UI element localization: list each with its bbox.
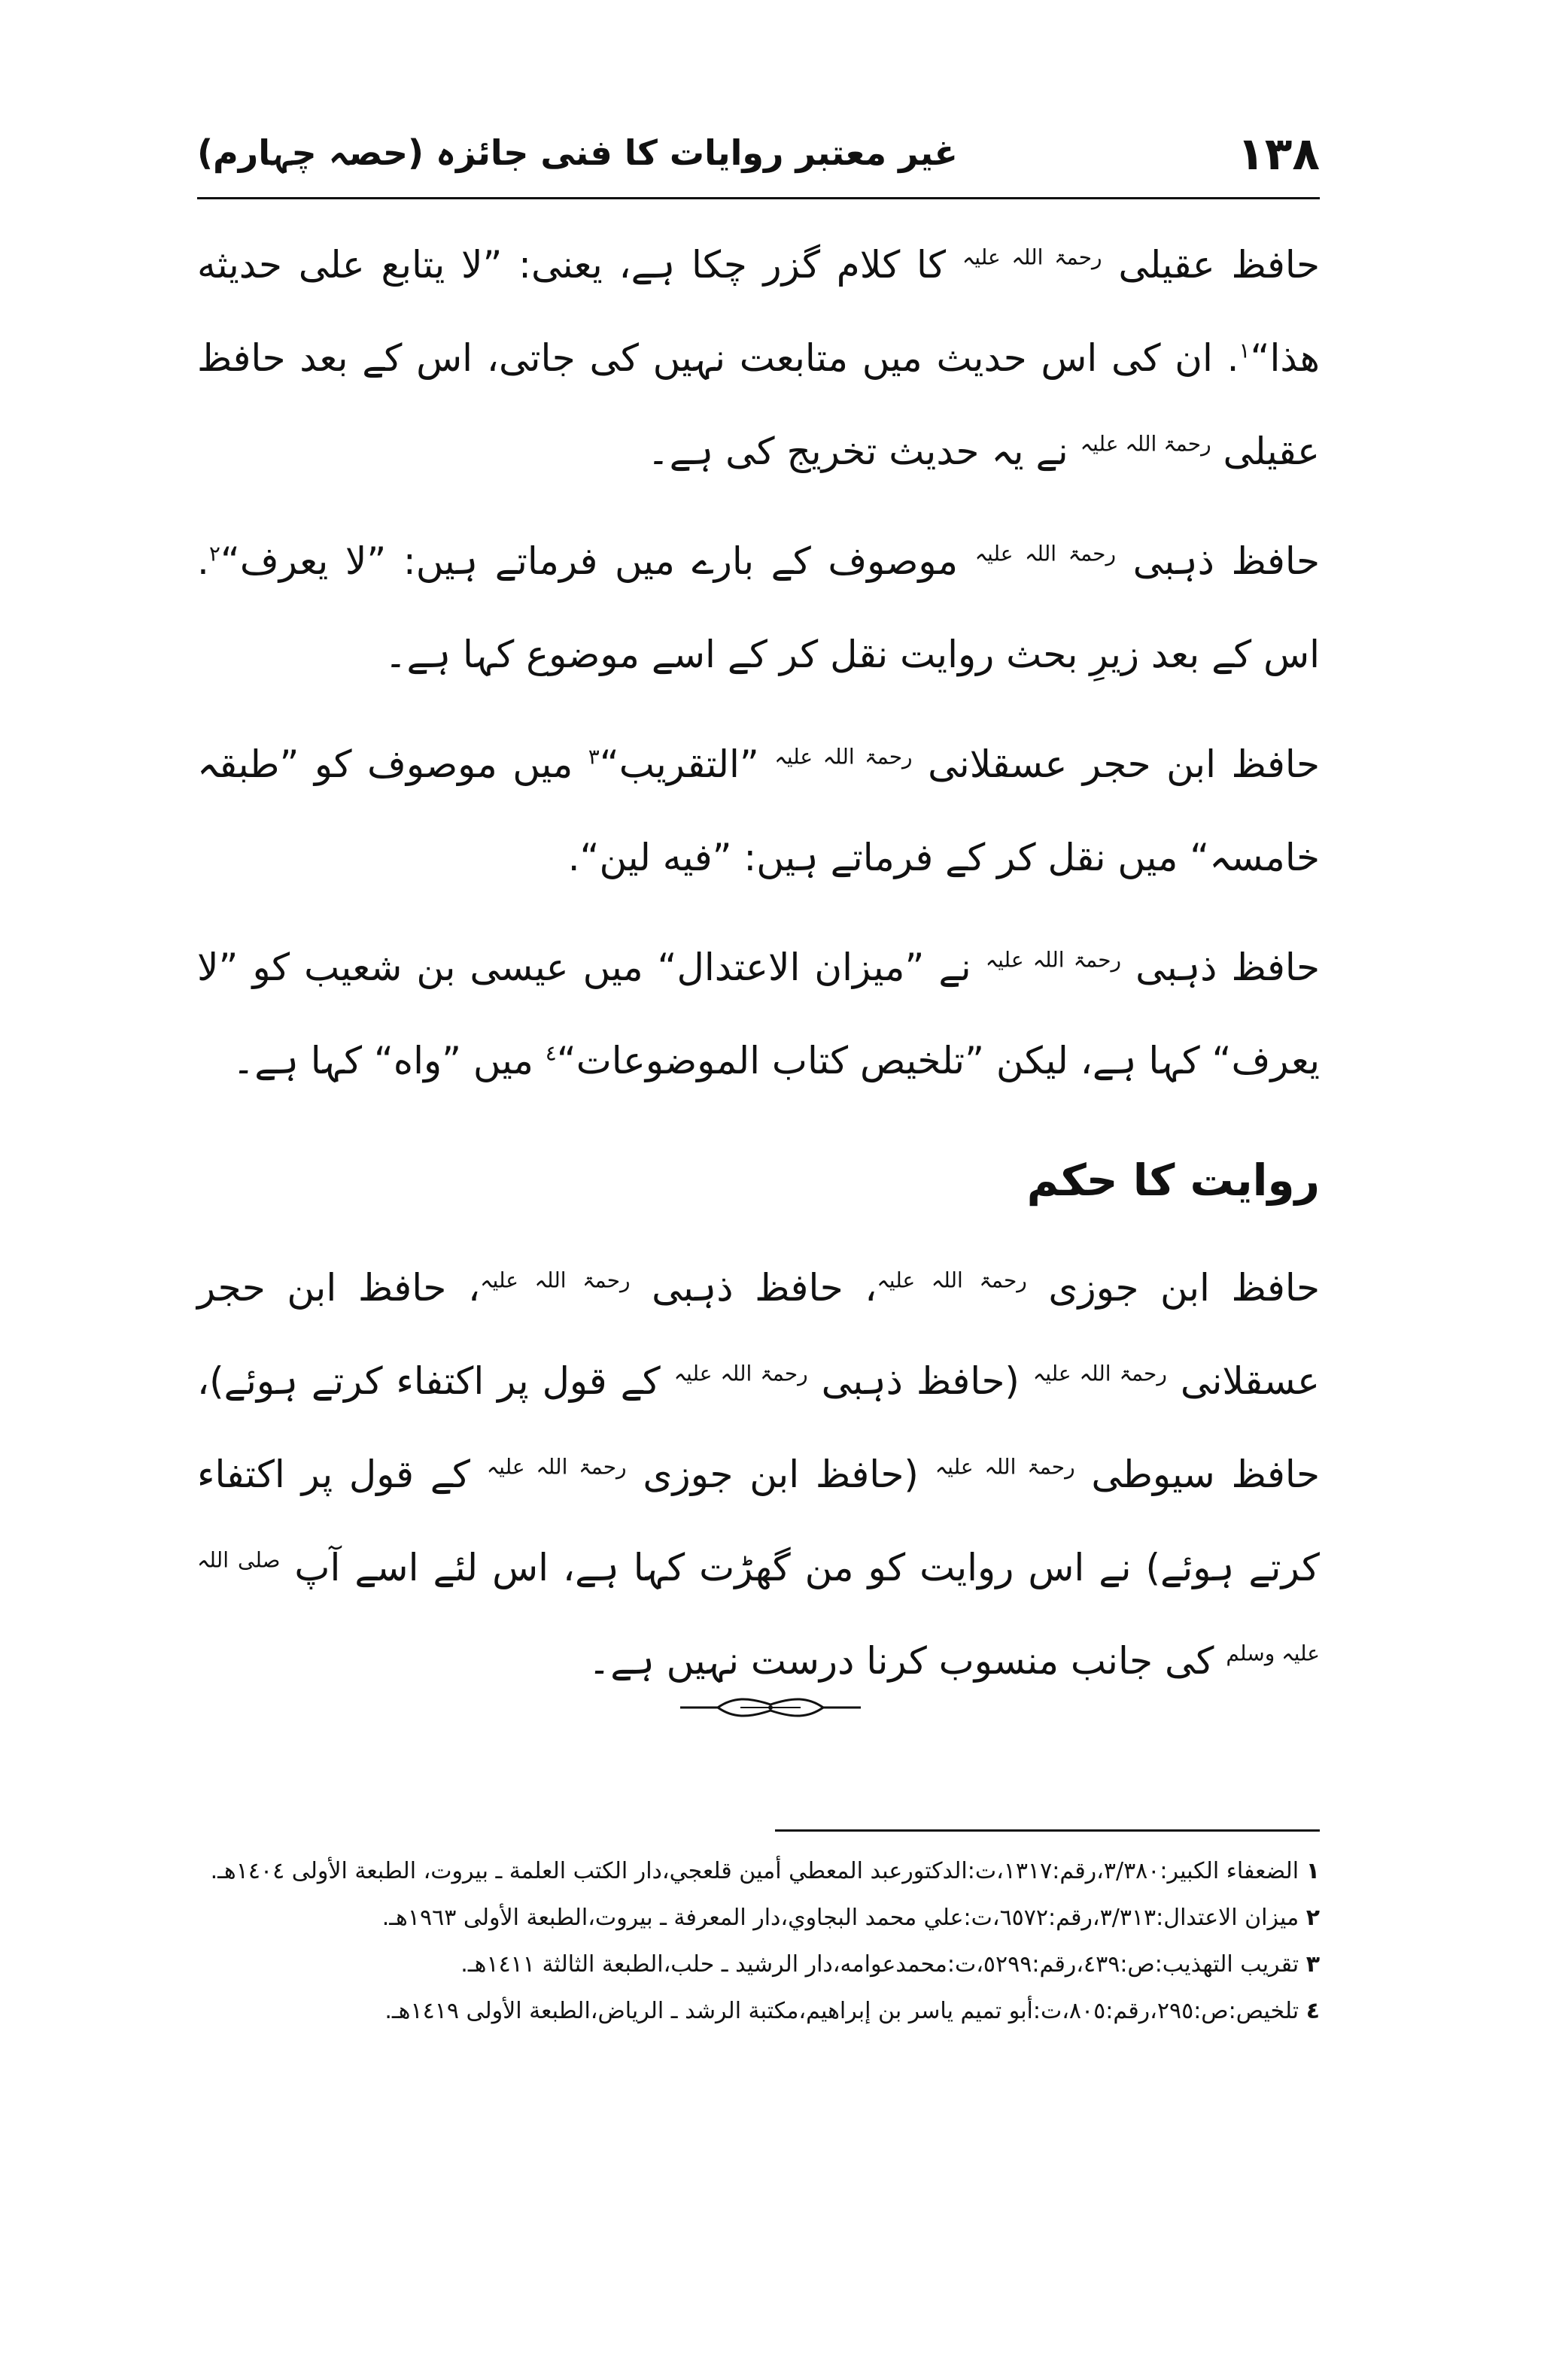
honorific-rahimahullah: رحمۃ اللہ علیہ xyxy=(1080,431,1211,457)
page-body xyxy=(197,218,1320,1724)
honorific-rahimahullah: رحمۃ اللہ علیہ xyxy=(974,541,1117,566)
footnote-3 xyxy=(197,1944,1320,1986)
footnote-ref-2[interactable]: ٢ xyxy=(208,541,220,566)
footnote-marker: ٤ xyxy=(1305,1998,1320,2024)
footnote-text: ميزان الاعتدال:٣/٣١٣،رقم:٦٥٧٢،ت:علي محمد البجاوي،دار المعرفة ـ بيروت،الطبعة الأولى ١٩٦٣هـ. xyxy=(381,1905,1299,1931)
footnote-1 xyxy=(197,1850,1320,1893)
footnote-text: تقريب التهذيب:ص:٤٣٩،رقم:٥٢٩٩،ت:محمدعوامه،دار الرشيد ـ حلب،الطبعة الثالثة ١٤١١هـ. xyxy=(460,1951,1299,1978)
footnote-ref-1[interactable]: ١ xyxy=(1239,338,1251,363)
running-title: غیر معتبر روایات کا فنی جائزہ (حصہ چہارم) xyxy=(197,132,958,173)
honorific-rahimahullah: رحمۃ اللہ علیہ xyxy=(480,1267,631,1293)
footnote-2 xyxy=(197,1897,1320,1939)
honorific-salawat: صلی اللہ علیہ وسلم xyxy=(197,1547,1320,1666)
honorific-rahimahullah: رحمۃ اللہ علیہ xyxy=(877,1267,1027,1293)
footnote-ref-3[interactable]: ٣ xyxy=(588,744,600,770)
footnote-text: تلخيص:ص:٢٩٥،رقم:٨٠٥،ت:أبو تميم ياسر بن إبراهيم،مكتبة الرشد ـ الرياض،الطبعة الأولى ١٤١٩هـ. xyxy=(384,1998,1299,2024)
paragraph-5: حافظ ابن جوزی $^{رحمۃ اللہ علیہ}$، حافظ ذہبی $^{رحمۃ اللہ علیہ}$، حافظ ابن حجر عسقلانی $^{رحمۃ اللہ علیہ}$ (حافظ ذہبی $^{رحمۃ اللہ علیہ}$ کے قول پر اکتفاء کرتے ہوئے)، حافظ سیوطی $^{رحمۃ اللہ علیہ}$ (حافظ ابن جوزی $^{رحمۃ اللہ علیہ}$ کے قول پر اکتفاء کرتے ہوئے) نے اس روایت کو من گھڑت کہا ہے، اس لئے اسے آپ $^{صلی اللہ علیہ وسلم}$ کی جانب منسوب کرنا درست نہیں ہے۔ xyxy=(197,1266,1321,1683)
honorific-rahimahullah: رحمۃ اللہ علیہ xyxy=(673,1361,808,1386)
footnote-marker: ٣ xyxy=(1305,1951,1320,1978)
page-header xyxy=(197,120,1320,196)
footnote-separator xyxy=(775,1829,1320,1832)
paragraph-2: حافظ ذہبی $^{رحمۃ اللہ علیہ}$ موصوف کے بارے میں فرماتے ہیں: ”لا يعرف“$^٢$. اس کے بعد زیرِ بحث روایت نقل کر کے اسے موضوع کہا ہے۔ xyxy=(197,539,1320,676)
footnote-marker: ١ xyxy=(1305,1858,1320,1884)
honorific-rahimahullah: رحمۃ اللہ علیہ xyxy=(935,1454,1075,1480)
footnote-4 xyxy=(197,1990,1320,2032)
footnote-marker: ٢ xyxy=(1305,1905,1320,1931)
footnote-text: الضعفاء الكبير:٣/٣٨٠،رقم:١٣١٧،ت:الدكتورعبد المعطي أمين قلعجي،دار الكتب العلمة ـ بيروت، الطبعة الأولى ١٤٠٤هـ. xyxy=(210,1858,1299,1884)
footnotes xyxy=(197,1850,1320,2037)
ornament-divider xyxy=(673,1692,868,1723)
honorific-rahimahullah: رحمۃ اللہ علیہ xyxy=(1032,1361,1167,1386)
footnote-ref-4[interactable]: ٤ xyxy=(545,1040,557,1066)
section-heading: روایت کا حکم xyxy=(1026,1155,1320,1206)
honorific-rahimahullah: رحمۃ اللہ علیہ xyxy=(985,947,1122,973)
honorific-rahimahullah: رحمۃ اللہ علیہ xyxy=(486,1454,627,1480)
paragraph-3: حافظ ابن حجر عسقلانی $^{رحمۃ اللہ علیہ}$ ”التقريب“$^٣$ میں موصوف کو ”طبقہ خامسہ“ میں نقل کر کے فرماتے ہیں: ”فيه لين“. xyxy=(197,742,1320,879)
page-number: ١٣٨ xyxy=(1237,128,1320,181)
paragraph-4: حافظ ذہبی $^{رحمۃ اللہ علیہ}$ نے ”ميزان الاعتدال“ میں عیسی بن شعیب کو ”لا یعرف“ کہا ہے، لیکن ”تلخيص كتاب الموضوعات“$^٤$ میں ”واه“ کہا ہے۔ xyxy=(197,946,1320,1082)
honorific-rahimahullah: رحمۃ اللہ علیہ xyxy=(774,744,913,770)
header-rule xyxy=(197,197,1320,199)
honorific-rahimahullah: رحمۃ اللہ علیہ xyxy=(962,244,1102,270)
paragraph-1: حافظ عقیلی $^{رحمۃ اللہ علیہ}$ کا کلام گزر چکا ہے، یعنی: ”لا يتابع على حديثه هذا“$^١$. ان کی اس حدیث میں متابعت نہیں کی جاتی، اس کے بعد حافظ عقیلی $^{رحمۃ اللہ علیہ}$ نے یہ حدیث تخریج کی ہے۔ xyxy=(197,243,1320,473)
